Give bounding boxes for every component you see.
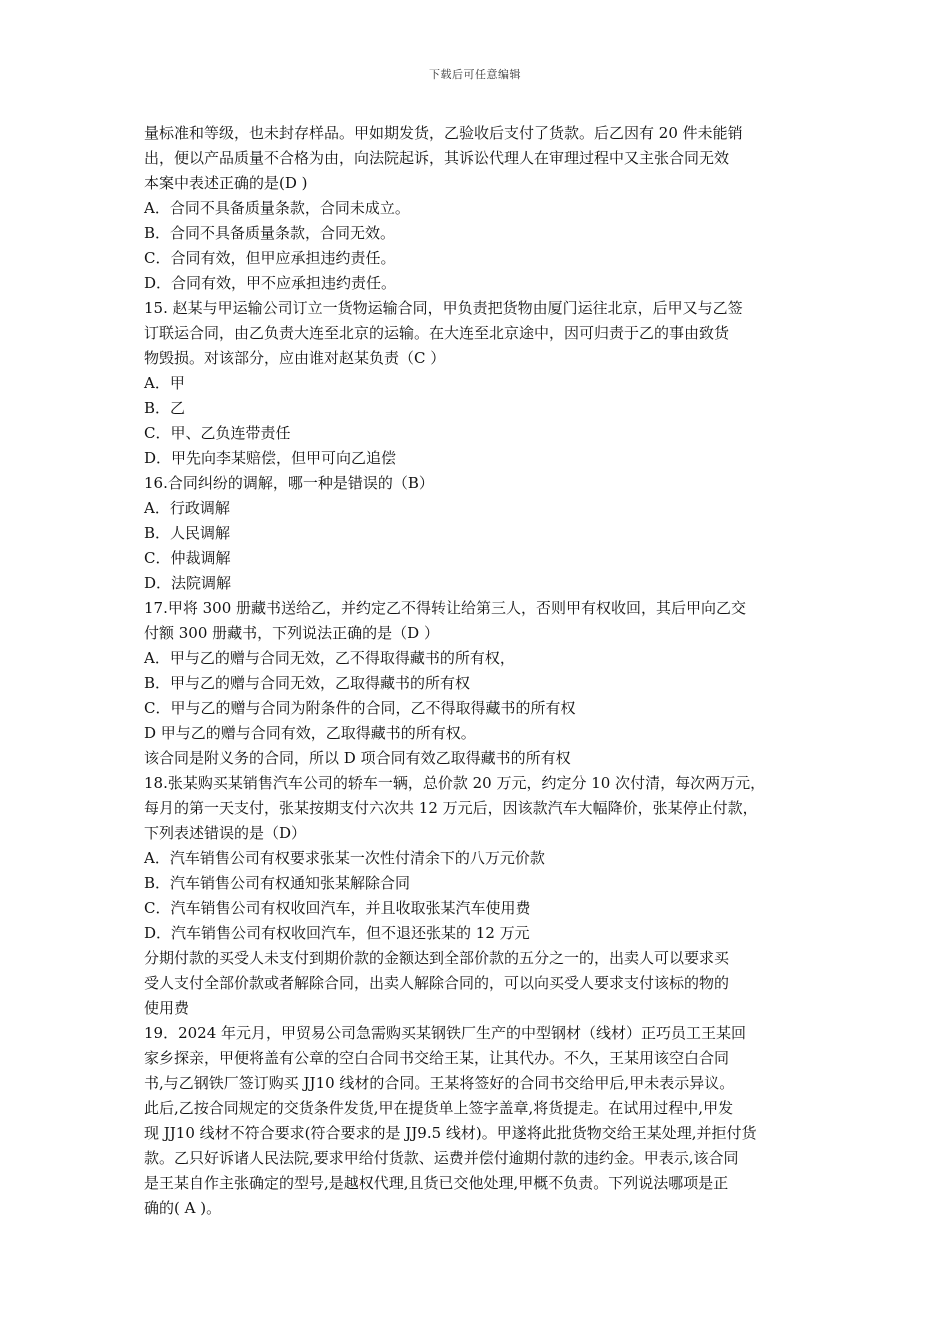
text-line: D 甲与乙的赠与合同有效，乙取得藏书的所有权。 bbox=[144, 724, 476, 742]
text-line: D．汽车销售公司有权收回汽车，但不退还张某的 12 万元 bbox=[144, 924, 530, 942]
text-line: 物毁损。对该部分，应由谁对赵某负责（C ） bbox=[144, 349, 446, 367]
text-line: 16.合同纠纷的调解，哪一种是错误的（B） bbox=[144, 474, 434, 492]
text-line: A．合同不具备质量条款，合同未成立。 bbox=[144, 199, 410, 217]
text-line: 19．2024 年元月，甲贸易公司急需购买某钢铁厂生产的中型钢材（线材）正巧员工王某回 bbox=[144, 1024, 747, 1042]
text-line: 18.张某购买某销售汽车公司的轿车一辆，总价款 20 万元，约定分 10 次付清，每次两万元， bbox=[144, 774, 766, 792]
text-line: D．法院调解 bbox=[144, 574, 232, 592]
text-line: A．甲与乙的赠与合同无效，乙不得取得藏书的所有权， bbox=[144, 649, 515, 667]
text-line: D．合同有效，甲不应承担违约责任。 bbox=[144, 274, 397, 292]
text-line: 订联运合同，由乙负责大连至北京的运输。在大连至北京途中，因可归责于乙的事由致货 bbox=[144, 324, 730, 342]
text-line: 本案中表述正确的是(D ) bbox=[144, 174, 308, 192]
text-line: 15. 赵某与甲运输公司订立一货物运输合同，甲负责把货物由厦门运往北京，后甲又与乙签 bbox=[144, 299, 743, 317]
text-line: D．甲先向李某赔偿，但甲可向乙追偿 bbox=[144, 449, 397, 467]
page-header: 下载后可任意编辑 bbox=[429, 68, 521, 81]
text-line: B．合同不具备质量条款，合同无效。 bbox=[144, 224, 396, 242]
text-line: 17.甲将 300 册藏书送给乙，并约定乙不得转让给第三人，否则甲有权收回，其后甲向乙交 bbox=[144, 599, 747, 617]
text-line: 家乡探亲，甲便将盖有公章的空白合同书交给王某，让其代办。不久，王某用该空白合同 bbox=[144, 1049, 730, 1067]
text-line: 量标准和等级，也未封存样品。甲如期发货，乙验收后支付了货款。后乙因有 20 件未能销 bbox=[144, 124, 743, 142]
text-line: B．人民调解 bbox=[144, 524, 231, 542]
text-line: A．行政调解 bbox=[144, 499, 230, 517]
text-line: 使用费 bbox=[144, 999, 190, 1017]
text-line: 书,与乙钢铁厂签订购买 JJ10 线材的合同。王某将签好的合同书交给甲后,甲未表示异议。 bbox=[144, 1074, 735, 1092]
text-line: 付额 300 册藏书，下列说法正确的是（D ） bbox=[144, 624, 439, 642]
text-line: 该合同是附义务的合同，所以 D 项合同有效乙取得藏书的所有权 bbox=[144, 749, 571, 767]
text-line: 分期付款的买受人未支付到期价款的金额达到全部价款的五分之一的，出卖人可以要求买 bbox=[144, 949, 730, 967]
text-line: 现 JJ10 线材不符合要求(符合要求的是 JJ9.5 线材)。甲遂将此批货物交给王某处理,并拒付货 bbox=[144, 1124, 757, 1142]
text-line: 是王某自作主张确定的型号,是越权代理,且货已交他处理,甲概不负责。下列说法哪项是正 bbox=[144, 1174, 729, 1192]
text-line: C．甲与乙的赠与合同为附条件的合同，乙不得取得藏书的所有权 bbox=[144, 699, 576, 717]
text-line: 此后,乙按合同规定的交货条件发货,甲在提货单上签字盖章,将货提走。在试用过程中,甲发 bbox=[144, 1099, 734, 1117]
text-line: 确的( A )。 bbox=[144, 1199, 222, 1217]
text-line: 受人支付全部价款或者解除合同，出卖人解除合同的，可以向买受人要求支付该标的物的 bbox=[144, 974, 730, 992]
document-body bbox=[144, 121, 816, 1221]
text-line: 出，便以产品质量不合格为由，向法院起诉，其诉讼代理人在审理过程中又主张合同无效 bbox=[144, 149, 730, 167]
text-line: A．汽车销售公司有权要求张某一次性付清余下的八万元价款 bbox=[144, 849, 545, 867]
text-line: C．甲、乙负连带责任 bbox=[144, 424, 291, 442]
text-line: B．乙 bbox=[144, 399, 186, 417]
text-line: B．甲与乙的赠与合同无效，乙取得藏书的所有权 bbox=[144, 674, 471, 692]
text-line: 每月的第一天支付，张某按期支付六次共 12 万元后，因该款汽车大幅降价，张某停止付款， bbox=[144, 799, 758, 817]
text-line: B．汽车销售公司有权通知张某解除合同 bbox=[144, 874, 411, 892]
text-line: C．合同有效，但甲应承担违约责任。 bbox=[144, 249, 396, 267]
text-line: C．汽车销售公司有权收回汽车，并且收取张某汽车使用费 bbox=[144, 899, 531, 917]
text-line: 款。乙只好诉诸人民法院,要求甲给付货款、运费并偿付逾期付款的违约金。甲表示,该合同 bbox=[144, 1149, 739, 1167]
text-line: 下列表述错误的是（D） bbox=[144, 824, 307, 842]
text-line: C．仲裁调解 bbox=[144, 549, 231, 567]
text-line: A．甲 bbox=[144, 374, 185, 392]
